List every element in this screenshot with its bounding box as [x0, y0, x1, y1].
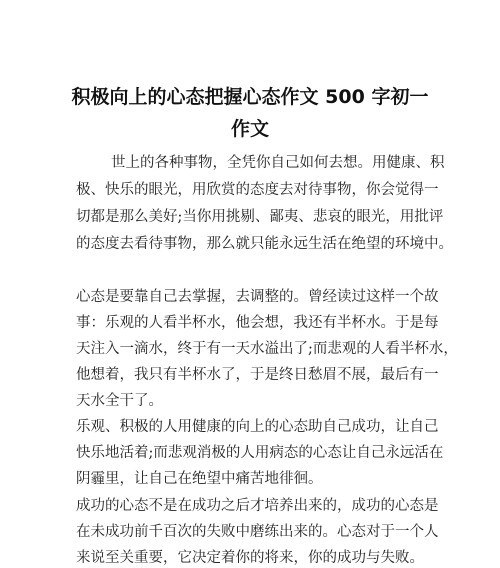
- paragraph-3-line-3: 阴霾里，让自己在绝望中痛苦地徘徊。: [76, 471, 323, 487]
- paragraph-1-line-1: 世上的各种事物，全凭你自己如何去想。用健康、积: [111, 155, 445, 171]
- paragraph-2-line-3: 天注入一滴水，终于有一天水溢出了;而悲观的人看半杯水，: [76, 341, 458, 357]
- document-title-line-2: 作文: [230, 118, 269, 140]
- paragraph-4-line-2: 在未成功前千百次的失败中磨练出来的。心态对于一个人: [76, 524, 439, 540]
- paragraph-3-line-2: 快乐地活着;而悲观消极的人用病态的心态让自己永远活在: [76, 445, 444, 461]
- paragraph-1-line-2: 极、快乐的眼光，用欣赏的态度去对待事物，你会觉得一: [76, 182, 439, 198]
- document-title-line-1: 积极向上的心态把握心态作文 500 字初一: [71, 86, 429, 108]
- paragraph-2-line-1: 心态是要靠自己去掌握，去调整的。曾经读过这样一个故: [76, 289, 439, 305]
- paragraph-1-line-4: 的态度去看待事物，那么就只能永远生活在绝望的环境中。: [76, 236, 453, 252]
- paragraph-2-line-5: 天水全干了。: [76, 393, 163, 409]
- paragraph-2-line-2: 事：乐观的人看半杯水，他会想，我还有半杯水。于是每: [76, 315, 439, 331]
- paragraph-1-line-3: 切都是那么美好;当你用挑剔、鄙夷、悲哀的眼光，用批评: [76, 209, 444, 225]
- paragraph-2-line-4: 他想着，我只有半杯水了，于是终日愁眉不展，最后有一: [76, 367, 439, 383]
- paragraph-3-line-1: 乐观、积极的人用健康的向上的心态助自己成功，让自己: [76, 419, 439, 435]
- paragraph-4-line-3: 来说至关重要，它决定着你的将来，你的成功与失败。: [76, 550, 424, 566]
- paragraph-4-line-1: 成功的心态不是在成功之后才培养出来的，成功的心态是: [76, 498, 439, 514]
